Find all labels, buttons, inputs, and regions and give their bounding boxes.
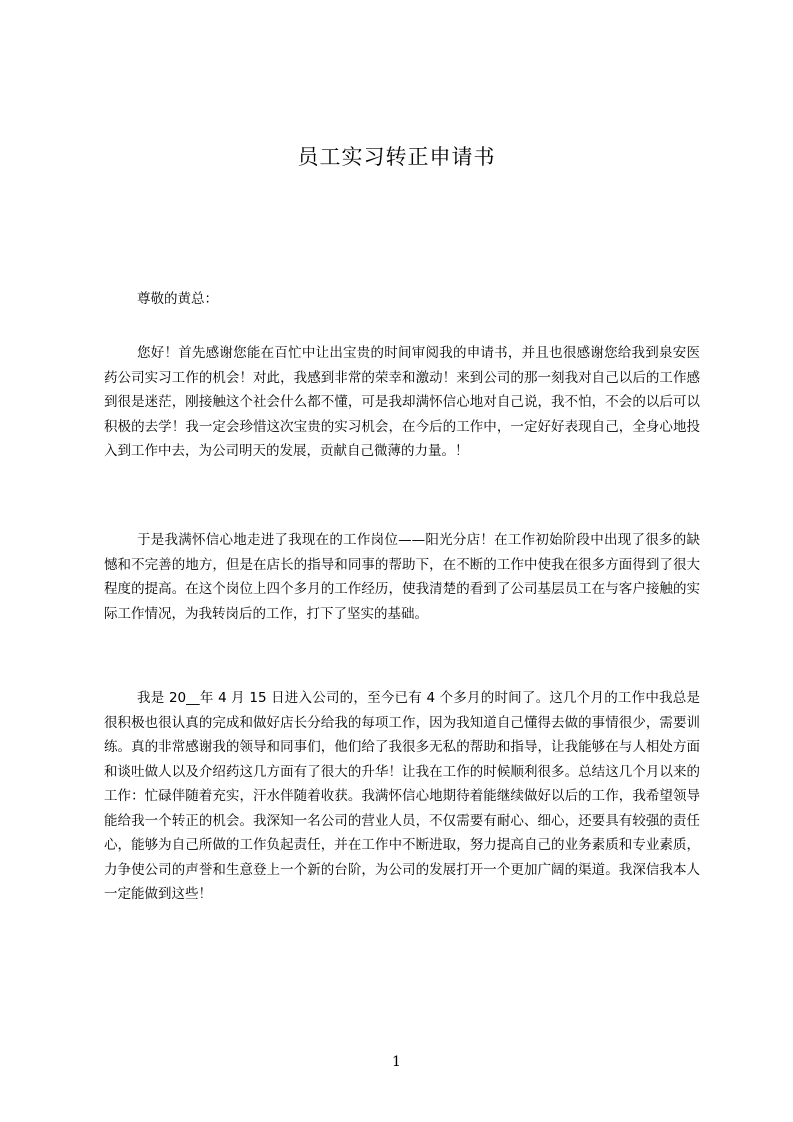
paragraph-summary: 我是 20__年 4 月 15 日进入公司的，至今已有 4 个多月的时间了。这几个月的工作中我总是很积极也很认真的完成和做好店长分给我的每项工作，因为我知道自己懂得去做的事情很少，需要训练。真的非常感谢我的领导和同事们，他们给了我很多无私的帮助和指导，让我能够在与人相处方面和谈吐做人以及介绍药这几方面有了很大的升华！让我在工作的时候顺利很多。总结这几个月以来的工作：忙碌伴随着充实，汗水伴随着收获。我满怀信心地期待着能继续做好以后的工作，我希望领导能给我一个转正的机会。我深知一名公司的营业人员，不仅需要有耐心、细心，还要具有较强的责任心，能够为自己所做的工作负起责任，并在工作中不断进取，努力提高自己的业务素质和专业素质，力争使公司的声誉和生意登上一个新的台阶，为公司的发展打开一个更加广阔的渠道。我深信我本人一定能做到这些！ xyxy=(104,690,700,902)
greeting-line: 尊敬的黄总： xyxy=(137,291,218,307)
document-title: 员工实习转正申请书 xyxy=(297,145,496,169)
page-number: 1 xyxy=(392,1054,401,1070)
paragraph-position: 于是我满怀信心地走进了我现在的工作岗位——阳光分店！在工作初始阶段中出现了很多的缺憾和不完善的地方，但是在店长的指导和同事的帮助下，在不断的工作中使我在很多方面得到了很大程度的提高。在这个岗位上四个多月的工作经历，使我清楚的看到了公司基层员工在与客户接触的实际工作情况，为我转岗后的工作，打下了坚实的基础。 xyxy=(104,532,700,622)
paragraph-intro: 您好！首先感谢您能在百忙中让出宝贵的时间审阅我的申请书，并且也很感谢您给我到泉安医药公司实习工作的机会！对此，我感到非常的荣幸和激动！来到公司的那一刻我对自己以后的工作感到很是迷茫，刚接触这个社会什么都不懂，可是我却满怀信心地对自己说，我不怕，不会的以后可以积极的去学！我一定会珍惜这次宝贵的实习机会，在今后的工作中，一定好好表现自己，全身心地投入到工作中去，为公司明天的发展，贡献自己微薄的力量。！ xyxy=(104,345,700,459)
